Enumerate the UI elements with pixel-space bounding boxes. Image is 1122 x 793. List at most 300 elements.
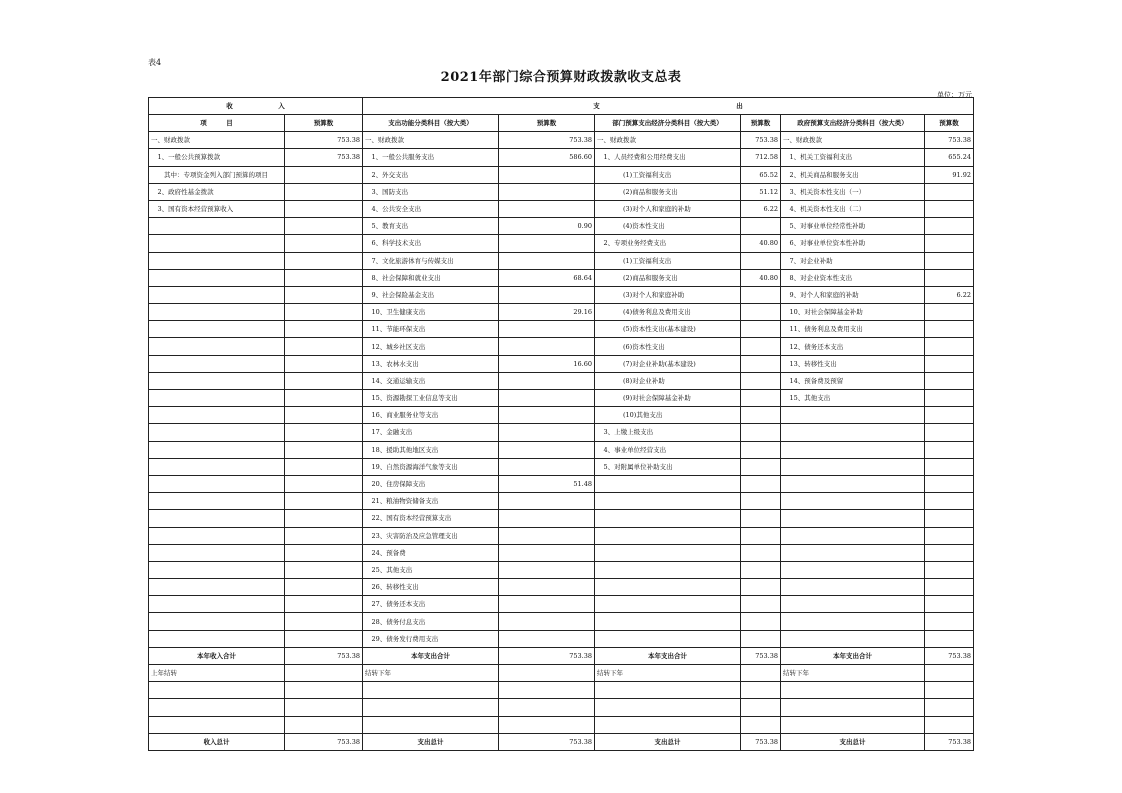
income-item-cell [149,596,285,613]
income-total-value: 753.38 [285,733,363,750]
func-budget-cell [499,407,595,424]
gov-econ-budget-cell [925,372,974,389]
income-item-cell [149,510,285,527]
gov-econ-item-cell: 1、机关工资福利支出 [781,149,925,166]
table-row [149,424,974,441]
blank-cell [781,699,925,716]
dept-econ-budget-cell [741,441,781,458]
dept-econ-budget-cell [741,355,781,372]
func-budget-cell [499,630,595,647]
gov-econ-item-cell [781,630,925,647]
blank-cell [595,699,741,716]
gov-econ-item-cell [781,613,925,630]
income-total-label: 收入总计 [149,733,285,750]
dept-econ-budget-cell: 65.52 [741,166,781,183]
gov-econ-item-cell: 10、对社会保障基金补助 [781,304,925,321]
table-row [149,252,974,269]
dept-econ-budget-cell [741,252,781,269]
func-item-cell: 24、预备费 [363,544,499,561]
func-carry-label: 结转下年 [363,665,499,682]
gov-econ-budget-cell [925,630,974,647]
table-row [149,596,974,613]
blank-cell [925,716,974,733]
income-item-cell [149,544,285,561]
dept-econ-budget-cell [741,321,781,338]
col-header-budget: 预算数 [499,115,595,132]
gov-econ-item-cell [781,596,925,613]
income-budget-cell [285,441,363,458]
dept-econ-item-cell: (9)对社会保障基金补助 [595,390,741,407]
col-header-item: 项 目 [149,115,285,132]
blank-row [149,699,974,716]
income-budget-cell [285,407,363,424]
document-title: 2021年部门综合预算财政拨款收支总表 [440,70,682,85]
gov-econ-item-cell [781,475,925,492]
func-item-cell: 25、其他支出 [363,561,499,578]
func-item-cell: 9、社会保险基金支出 [363,286,499,303]
col-header-func: 支出功能分类科目（按大类） [363,115,499,132]
blank-cell [741,716,781,733]
income-item-cell [149,493,285,510]
dept-econ-budget-cell: 40.80 [741,269,781,286]
gov-econ-item-cell [781,544,925,561]
table-row [149,218,974,235]
income-budget-cell [285,458,363,475]
func-item-cell: 2、外交支出 [363,166,499,183]
income-item-cell: 3、国有资本经营预算收入 [149,200,285,217]
func-budget-cell [499,441,595,458]
func-budget-cell [499,235,595,252]
dept-econ-item-cell: (2)商品和服务支出 [595,269,741,286]
table-row [149,166,974,183]
func-budget-cell: 753.38 [499,132,595,149]
income-item-cell: 其中：专项资金列入部门预算的项目 [149,166,285,183]
income-item-cell [149,527,285,544]
gov-econ-budget-cell [925,527,974,544]
total-row [149,733,974,750]
income-budget-cell [285,544,363,561]
func-item-cell: 13、农林水支出 [363,355,499,372]
func-total-label: 支出总计 [363,733,499,750]
income-carry-value [285,665,363,682]
gov-econ-item-cell: 9、对个人和家庭的补助 [781,286,925,303]
gov-econ-item-cell [781,510,925,527]
func-budget-cell: 16.60 [499,355,595,372]
func-subtotal-value: 753.38 [499,647,595,664]
income-budget-cell [285,630,363,647]
income-budget-cell [285,200,363,217]
dept-econ-budget-cell [741,338,781,355]
gov-econ-item-cell [781,424,925,441]
gov-econ-budget-cell [925,579,974,596]
dept-econ-item-cell: (7)对企业补助(基本建设) [595,355,741,372]
dept-econ-item-cell: (3)对个人和家庭补助 [595,286,741,303]
dept-econ-item-cell: (10)其他支出 [595,407,741,424]
dept-carry-label: 结转下年 [595,665,741,682]
blank-cell [285,716,363,733]
table-row [149,613,974,630]
income-budget-cell [285,286,363,303]
blank-cell [925,699,974,716]
gov-econ-item-cell: 2、机关商品和服务支出 [781,166,925,183]
gov-econ-budget-cell [925,510,974,527]
func-budget-cell: 29.16 [499,304,595,321]
income-carry-label: 上年结转 [149,665,285,682]
dept-econ-item-cell: 一、财政拨款 [595,132,741,149]
income-budget-cell [285,475,363,492]
gov-subtotal-value: 753.38 [925,647,974,664]
dept-econ-item-cell [595,561,741,578]
gov-econ-item-cell: 5、对事业单位经常性补助 [781,218,925,235]
dept-econ-item-cell: 1、人员经费和公用经费支出 [595,149,741,166]
gov-econ-budget-cell [925,458,974,475]
gov-econ-item-cell: 12、债务还本支出 [781,338,925,355]
col-header-gov-econ: 政府预算支出经济分类科目（按大类） [781,115,925,132]
dept-econ-budget-cell [741,527,781,544]
table-row [149,183,974,200]
income-budget-cell [285,269,363,286]
func-item-cell: 16、商业服务业等支出 [363,407,499,424]
carry-row [149,665,974,682]
income-item-cell [149,338,285,355]
table-row [149,527,974,544]
table-row [149,579,974,596]
dept-econ-budget-cell [741,286,781,303]
func-item-cell: 15、资源勘探工业信息等支出 [363,390,499,407]
gov-econ-item-cell: 8、对企业资本性支出 [781,269,925,286]
document-label: 表4 [148,58,162,67]
dept-econ-item-cell: (1)工资福利支出 [595,252,741,269]
func-total-value: 753.38 [499,733,595,750]
table-row [149,235,974,252]
gov-econ-budget-cell [925,475,974,492]
subtotal-row [149,647,974,664]
blank-cell [595,716,741,733]
dept-econ-item-cell: (3)对个人和家庭的补助 [595,200,741,217]
income-budget-cell [285,596,363,613]
func-item-cell: 26、转移性支出 [363,579,499,596]
func-item-cell: 14、交通运输支出 [363,372,499,389]
income-budget-cell: 753.38 [285,132,363,149]
table-row [149,441,974,458]
func-item-cell: 3、国防支出 [363,183,499,200]
income-item-cell [149,355,285,372]
income-item-cell: 一、财政拨款 [149,132,285,149]
income-item-cell [149,286,285,303]
gov-econ-budget-cell [925,390,974,407]
table-row [149,355,974,372]
income-budget-cell [285,166,363,183]
blank-cell [363,716,499,733]
gov-econ-budget-cell: 655.24 [925,149,974,166]
table-body [149,132,974,648]
func-budget-cell [499,544,595,561]
func-item-cell: 22、国有资本经营预算支出 [363,510,499,527]
blank-cell [595,682,741,699]
func-budget-cell [499,166,595,183]
expense-header: 支 出 [363,98,974,115]
gov-econ-budget-cell [925,407,974,424]
dept-econ-item-cell: (4)资本性支出 [595,218,741,235]
dept-econ-item-cell: (8)对企业补助 [595,372,741,389]
blank-cell [285,682,363,699]
dept-econ-item-cell [595,544,741,561]
income-item-cell [149,424,285,441]
table-row [149,372,974,389]
func-item-cell: 6、科学技术支出 [363,235,499,252]
income-budget-cell [285,252,363,269]
income-item-cell [149,321,285,338]
budget-table [148,97,974,751]
blank-cell [499,716,595,733]
dept-econ-budget-cell [741,613,781,630]
dept-econ-budget-cell [741,579,781,596]
dept-econ-budget-cell [741,561,781,578]
blank-cell [149,682,285,699]
func-item-cell: 11、节能环保支出 [363,321,499,338]
dept-econ-budget-cell [741,475,781,492]
blank-cell [149,699,285,716]
gov-econ-budget-cell [925,596,974,613]
col-header-dept-econ: 部门预算支出经济分类科目（按大类） [595,115,741,132]
blank-cell [363,699,499,716]
func-budget-cell [499,372,595,389]
col-header-budget: 预算数 [285,115,363,132]
income-budget-cell [285,579,363,596]
income-subtotal-label: 本年收入合计 [149,647,285,664]
func-budget-cell: 51.48 [499,475,595,492]
table-row [149,630,974,647]
gov-econ-budget-cell: 753.38 [925,132,974,149]
func-budget-cell [499,527,595,544]
blank-row [149,682,974,699]
income-item-cell [149,390,285,407]
dept-econ-item-cell: 5、对附属单位补助支出 [595,458,741,475]
gov-econ-budget-cell [925,200,974,217]
gov-total-value: 753.38 [925,733,974,750]
dept-econ-budget-cell: 40.80 [741,235,781,252]
func-budget-cell [499,458,595,475]
dept-econ-item-cell: (4)债务利息及费用支出 [595,304,741,321]
func-item-cell: 一、财政拨款 [363,132,499,149]
income-item-cell [149,269,285,286]
gov-econ-item-cell: 7、对企业补助 [781,252,925,269]
func-item-cell: 1、一般公共服务支出 [363,149,499,166]
blank-cell [363,682,499,699]
func-subtotal-label: 本年支出合计 [363,647,499,664]
gov-econ-budget-cell [925,235,974,252]
table-row [149,475,974,492]
table-row [149,338,974,355]
dept-total-label: 支出总计 [595,733,741,750]
dept-econ-item-cell: 2、专项业务经费支出 [595,235,741,252]
func-item-cell: 10、卫生健康支出 [363,304,499,321]
gov-econ-budget-cell [925,338,974,355]
func-item-cell: 28、债务付息支出 [363,613,499,630]
income-item-cell: 2、政府性基金拨款 [149,183,285,200]
dept-econ-item-cell [595,527,741,544]
income-budget-cell [285,493,363,510]
income-item-cell: 1、一般公共预算拨款 [149,149,285,166]
gov-subtotal-label: 本年支出合计 [781,647,925,664]
income-subtotal-value: 753.38 [285,647,363,664]
table-row [149,304,974,321]
table-row [149,390,974,407]
income-header: 收 入 [149,98,363,115]
dept-econ-item-cell [595,596,741,613]
func-carry-value [499,665,595,682]
gov-econ-budget-cell [925,613,974,630]
gov-econ-budget-cell [925,493,974,510]
dept-econ-budget-cell [741,458,781,475]
dept-econ-budget-cell [741,493,781,510]
gov-econ-budget-cell: 6.22 [925,286,974,303]
income-item-cell [149,372,285,389]
gov-econ-budget-cell [925,441,974,458]
dept-econ-budget-cell: 51.12 [741,183,781,200]
income-item-cell [149,441,285,458]
func-item-cell: 17、金融支出 [363,424,499,441]
table-row [149,200,974,217]
col-header-budget: 预算数 [925,115,974,132]
gov-econ-item-cell [781,407,925,424]
dept-econ-item-cell [595,493,741,510]
income-item-cell [149,630,285,647]
gov-econ-budget-cell: 91.92 [925,166,974,183]
gov-econ-item-cell: 11、债务利息及费用支出 [781,321,925,338]
dept-econ-item-cell [595,579,741,596]
income-budget-cell [285,561,363,578]
gov-econ-item-cell: 6、对事业单位资本性补助 [781,235,925,252]
dept-econ-budget-cell: 6.22 [741,200,781,217]
func-item-cell: 8、社会保障和就业支出 [363,269,499,286]
income-item-cell [149,613,285,630]
income-budget-cell [285,218,363,235]
blank-cell [741,699,781,716]
income-budget-cell [285,510,363,527]
func-budget-cell: 68.64 [499,269,595,286]
blank-cell [285,699,363,716]
income-budget-cell [285,183,363,200]
dept-econ-item-cell [595,475,741,492]
gov-total-label: 支出总计 [781,733,925,750]
func-budget-cell [499,338,595,355]
gov-econ-item-cell: 15、其他支出 [781,390,925,407]
dept-econ-budget-cell [741,630,781,647]
dept-econ-item-cell: (1)工资福利支出 [595,166,741,183]
income-item-cell [149,235,285,252]
dept-econ-item-cell [595,510,741,527]
income-item-cell [149,252,285,269]
dept-econ-budget-cell [741,424,781,441]
income-budget-cell [285,424,363,441]
gov-econ-budget-cell [925,321,974,338]
dept-econ-item-cell: (5)资本性支出(基本建设) [595,321,741,338]
gov-econ-item-cell [781,493,925,510]
dept-econ-item-cell: 4、事业单位经营支出 [595,441,741,458]
dept-econ-budget-cell [741,544,781,561]
dept-econ-budget-cell: 753.38 [741,132,781,149]
dept-subtotal-value: 753.38 [741,647,781,664]
table-row [149,561,974,578]
func-budget-cell [499,579,595,596]
gov-econ-budget-cell [925,424,974,441]
gov-carry-value [925,665,974,682]
func-item-cell: 27、债务还本支出 [363,596,499,613]
income-item-cell [149,579,285,596]
gov-econ-budget-cell [925,355,974,372]
income-budget-cell [285,390,363,407]
func-budget-cell [499,200,595,217]
blank-cell [499,699,595,716]
gov-econ-budget-cell [925,304,974,321]
table-row [149,493,974,510]
gov-econ-item-cell: 14、预备费及预留 [781,372,925,389]
func-item-cell: 18、援助其他地区支出 [363,441,499,458]
func-item-cell: 20、住房保障支出 [363,475,499,492]
func-item-cell: 7、文化旅游体育与传媒支出 [363,252,499,269]
gov-econ-item-cell [781,458,925,475]
dept-econ-budget-cell: 712.58 [741,149,781,166]
blank-cell [781,682,925,699]
table-row [149,149,974,166]
table-row [149,407,974,424]
income-budget-cell [285,338,363,355]
income-budget-cell [285,355,363,372]
income-budget-cell [285,527,363,544]
func-budget-cell [499,493,595,510]
income-budget-cell [285,304,363,321]
dept-total-value: 753.38 [741,733,781,750]
func-item-cell: 21、粮油物资储备支出 [363,493,499,510]
gov-econ-budget-cell [925,218,974,235]
gov-econ-item-cell [781,527,925,544]
gov-econ-item-cell [781,561,925,578]
func-budget-cell [499,596,595,613]
income-budget-cell [285,372,363,389]
gov-econ-item-cell: 3、机关资本性支出（一） [781,183,925,200]
blank-row [149,716,974,733]
gov-econ-item-cell [781,441,925,458]
func-item-cell: 19、自然资源海洋气象等支出 [363,458,499,475]
table-row [149,321,974,338]
table-row [149,544,974,561]
gov-econ-item-cell [781,579,925,596]
gov-econ-budget-cell [925,269,974,286]
func-budget-cell [499,561,595,578]
gov-econ-item-cell: 一、财政拨款 [781,132,925,149]
blank-cell [499,682,595,699]
func-budget-cell: 586.60 [499,149,595,166]
func-budget-cell [499,286,595,303]
func-item-cell: 5、教育支出 [363,218,499,235]
income-budget-cell [285,613,363,630]
dept-subtotal-label: 本年支出合计 [595,647,741,664]
dept-econ-budget-cell [741,596,781,613]
table-row [149,132,974,149]
table-row [149,458,974,475]
func-budget-cell [499,183,595,200]
func-budget-cell [499,252,595,269]
func-item-cell: 4、公共安全支出 [363,200,499,217]
gov-carry-label: 结转下年 [781,665,925,682]
table-row [149,510,974,527]
dept-econ-budget-cell [741,372,781,389]
income-budget-cell [285,321,363,338]
income-item-cell [149,561,285,578]
func-budget-cell [499,390,595,407]
dept-carry-value [741,665,781,682]
